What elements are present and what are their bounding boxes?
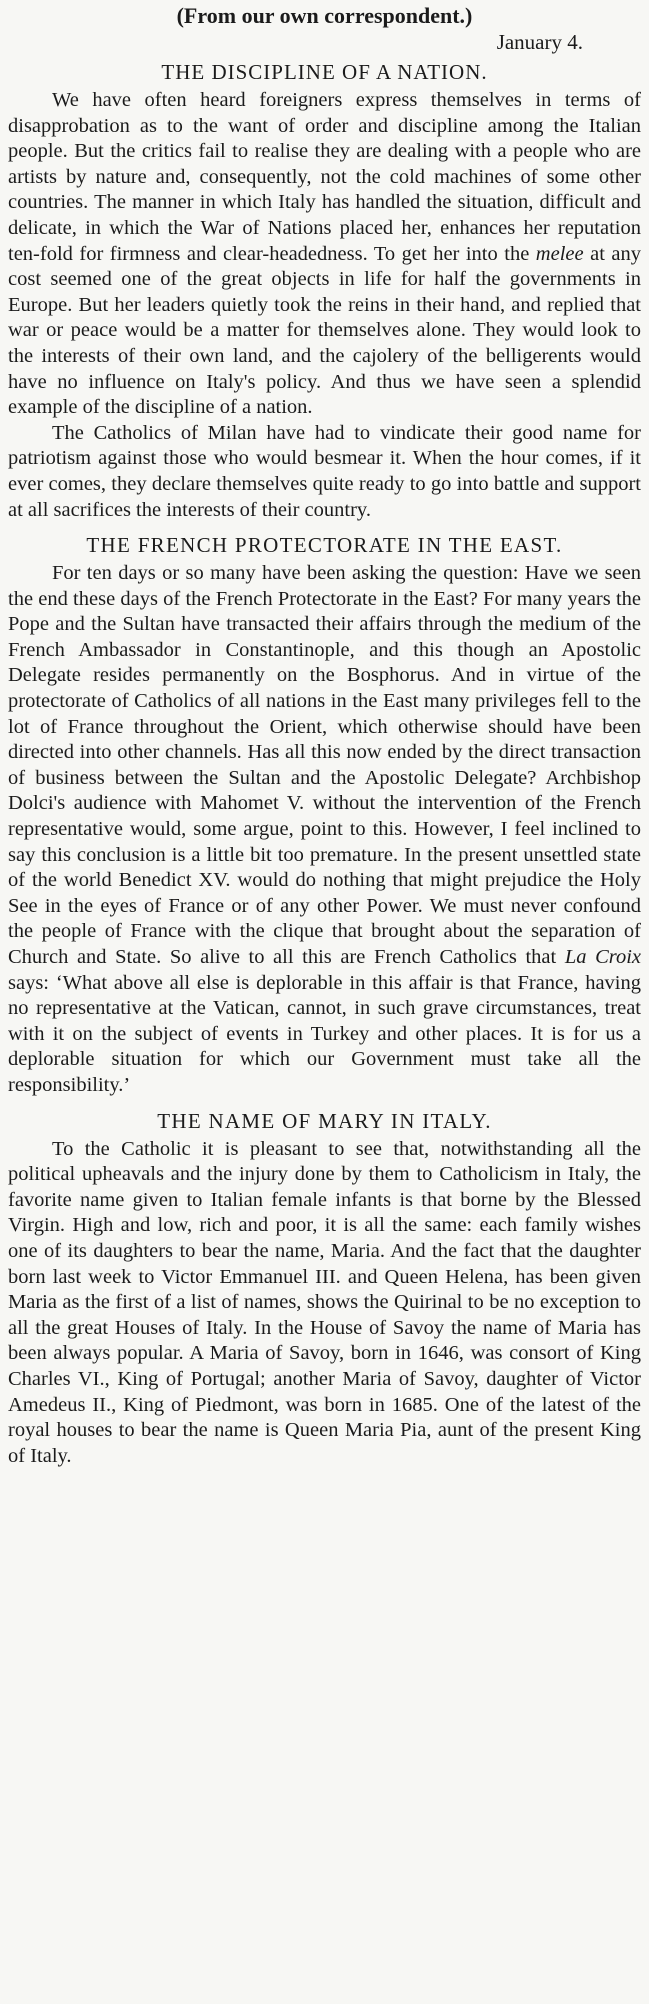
paragraph	[8, 561, 641, 1098]
paragraph-text: We have often heard foreigners express themselves in terms of disapprobation as to the want of order and discipline among the Italian people. But the critics fail to realise they are dealing with a people who are artists by nature and, consequently, not the cold machines of some other countries. The manner in which Italy has handled the situation, difficult and delicate, in which the War of Nations placed her, enhances her reputation ten-fold for firmness and clear-headedness. To get her into the	[8, 89, 641, 265]
section-heading-french-protectorate: THE FRENCH PROTECTORATE IN THE EAST.	[86, 533, 563, 558]
paragraph-text: at any cost seemed one of the great objects in life for half the governments in Europe. But her leaders quietly took the reins in their hand, and replied that war or peace would be a matter for themselves alone. They would look to the interests of their own land, and the cajolery of the belligerents would have no influence on Italy's policy. And thus we have seen a splendid example of the discipline of a nation.	[8, 242, 641, 419]
paragraph-text: says: ‘What above all else is deplorable in this affair is that France, having no representative at the Vatican, cannot, in such grave circumstances, treat with it on the subject of events in Turkey and other places. It is for us a deplorable situation for which our Government must take all the responsibility.’	[8, 971, 641, 1096]
paragraph	[8, 421, 641, 523]
dateline: (From our own correspondent.)	[176, 3, 473, 28]
section-heading-name-of-mary: THE NAME OF MARY IN ITALY.	[157, 1108, 492, 1133]
paragraph-text: For ten days or so many have been asking the question: Have we seen the end these days of the French Protectorate in the East? For many years the Pope and the Sultan have transacted their affairs through the medium of the French Ambassador in Constantinople, and this though an Apostolic Delegate resides permanently on the Bosphorus. And in virtue of the protectorate of Catholics of all nations in the East many privileges fell to the lot of France throughout the Orient, which otherwise should have been directed into other channels. Has all this now ended by the direct transaction of business between the Sultan and the Apostolic Delegate? Archbishop Dolci's audience with Mahomet V. without the intervention of the French representative would, some argue, point to this. However, I feel inclined to say this conclusion is a little bit too premature. In the present unsettled state of the world Benedict XV. would do nothing that might prejudice the Holy See in the eyes of France or of any other Power. We must never confound the people of France with the clique that brought about the separation of Church and State. So alive to all this are French Catholics that	[8, 562, 641, 968]
italic-term: melee	[535, 242, 584, 265]
article-date: January 4.	[496, 30, 583, 54]
paragraph	[8, 88, 641, 421]
paragraph-text: To the Catholic it is pleasant to see that, notwithstanding all the political upheavals and the injury done by them to Catholicism in Italy, the favorite name given to Italian female infants is that borne by the Blessed Virgin. High and low, rich and poor, it is all the same: each family wishes one of its daughters to bear the name, Maria. And the fact that the daughter born last week to Victor Emmanuel III. and Queen Helena, has been given Maria as the first of a list of names, shows the Quirinal to be no exception to all the great Houses of Italy. In the House of Savoy the name of Maria has been always popular. A Maria of Savoy, born in 1646, was consort of King Charles VI., King of Portugal; another Maria of Savoy, daughter of Victor Amedeus II., King of Piedmont, was born in 1685. One of the latest of the royal houses to bear the name is Queen Maria Pia, aunt of the present King of Italy.	[8, 1137, 641, 1467]
paragraph	[8, 1137, 641, 1470]
italic-term: La Croix	[564, 946, 642, 968]
paragraph-text: The Catholics of Milan have had to vindicate their good name for patriotism against those who would besmear it. When the hour comes, if it ever comes, they declare themselves quite ready to go into battle and support at all sacrifices the interests of their country.	[8, 421, 641, 521]
section-heading-discipline: THE DISCIPLINE OF A NATION.	[161, 60, 488, 84]
